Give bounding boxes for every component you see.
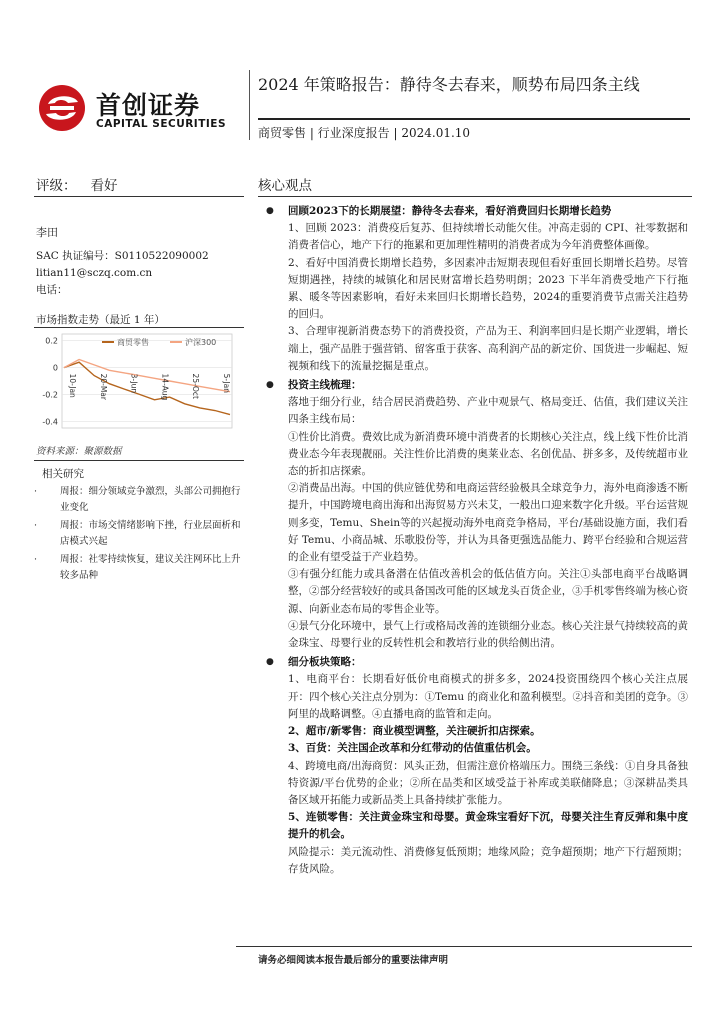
related-item-bullet: · bbox=[34, 486, 38, 497]
chart-source: 资料来源：聚源数据 bbox=[36, 446, 122, 457]
related-item-text: 周报：市场交情绪影响下挫，行业层面析和店模式兴起 bbox=[60, 520, 241, 547]
rating-rule bbox=[34, 196, 244, 197]
investment-lines-heading: 投资主线梳理： bbox=[288, 379, 362, 392]
sector-department-store: 3、百货：关注国企改革和分红带动的估值重估机会。 bbox=[288, 742, 537, 755]
market-index-chart bbox=[32, 328, 238, 438]
analyst-email: litian11@sczq.com.cn bbox=[36, 267, 153, 279]
investment-line-2: ②消费品出海。中国的供应链优势和电商运营经验极具全球竞争力，海外电商渗透不断提升，中国跨境电商出海和出海贸易方兴未艾，一般出口迎来数字化升级。平台运营规则多变，Temu、Shein等的兴起搅动海外电商竞争格局，平台/基础设施方面，我们看好 Temu、小商品城、乐歌股份等，并认为具备更强选品能力、跨平台经验和合规运营的企业有望受益于产业趋势。 bbox=[288, 482, 688, 564]
sector-strategy-heading: 细分板块策略： bbox=[288, 656, 362, 669]
review-point-3: 3、合理审视新消费态势下的消费投资，产品为王、利润率回归是长期产业逻辑，增长端上，强产品胜于强营销、留客重于获客、高利润产品的新定价、国货进一步崛起、短视频和线下的流量挖掘是重点。 bbox=[288, 325, 688, 372]
investment-line-4: ④景气分化环境中，景气上行或格局改善的连锁细分业态。核心关注景气持续较高的黄金珠宝、母婴行业的反转性机会和教培行业的供给侧出清。 bbox=[288, 619, 688, 650]
chart-title: 市场指数走势（最近 1 年） bbox=[36, 314, 165, 326]
legal-notice-footer: 请务必细阅读本报告最后部分的重要法律声明 bbox=[258, 955, 449, 966]
investment-line-1: ①性价比消费。费效比成为新消费环境中消费者的长期核心关注点，线上线下性价比消费业态今年表现靓丽。关注性价比消费的奥莱业态、名创优品、拼多多，及传统超市业态的折扣店探索。 bbox=[288, 430, 688, 478]
related-item[interactable] bbox=[30, 518, 245, 550]
core-views-rule bbox=[258, 196, 692, 197]
core-views-title: 核心观点 bbox=[258, 178, 312, 194]
sector-supermarket: 2、超市/新零售：商业模型调整，关注硬折扣店探索。 bbox=[288, 725, 541, 738]
review-point-1: 1、回顾 2023：消费疫后复苏、但持续增长动能欠佳。冲高走弱的 CPI、社零数据和消费者信心，地产下行的拖累和更加理性精明的消费者成为今年消费整体画像。 bbox=[288, 222, 688, 252]
source-rule bbox=[34, 460, 244, 461]
review-heading: 回顾2023下的长期展望：静待冬去春来，看好消费回归长期增长趋势 bbox=[288, 205, 612, 217]
chart-x-tick-label: 10-Jan bbox=[68, 373, 77, 398]
capital-securities-logo-icon bbox=[38, 84, 86, 132]
related-item-bullet: · bbox=[34, 554, 38, 565]
analyst-name: 李田 bbox=[36, 226, 58, 239]
sector-cross-border: 4、跨境电商/出海商贸：风头正劲，但需注意价格端压力。围绕三条线：①自身具备独特资源/平台优势的企业；②所在品类和区域受益于补库或美联储降息；③深耕品类具备区域开拓能力或新品类上具备持续扩张能力。 bbox=[288, 759, 688, 806]
related-item[interactable] bbox=[30, 552, 245, 584]
chart-x-tick-label: 14-Aug bbox=[160, 373, 170, 401]
logo-chinese-name: 首创证券 bbox=[96, 91, 201, 120]
core-views-content bbox=[262, 203, 688, 880]
sector-strategy-block bbox=[262, 654, 688, 878]
report-title: 2024 年策略报告：静待冬去春来，顺势布局四条主线 bbox=[258, 75, 640, 94]
related-research-list bbox=[30, 484, 245, 586]
related-item-text: 周报：细分领域竞争激烈，头部公司拥抱行业变化 bbox=[60, 486, 241, 513]
logo-english-name: CAPITAL SECURITIES bbox=[96, 118, 227, 130]
company-logo bbox=[38, 82, 238, 138]
chart-plot-frame bbox=[62, 334, 232, 428]
footer-rule bbox=[236, 946, 692, 947]
investment-lines-block bbox=[262, 377, 688, 652]
chart-x-tick-label: 20-Mar bbox=[98, 373, 108, 400]
chart-x-tick-label: 25-Oct bbox=[191, 373, 201, 400]
sector-ecommerce: 1、电商平台：长期看好低价电商模式的拼多多，2024投资围绕四个核心关注点展开：四个核心关注点分别为：①Temu 的商业化和盈利模型。②抖音和美团的竞争。③阿里的战略调整。④直播电商的监管和走向。 bbox=[288, 673, 688, 720]
market-index-chart-svg bbox=[32, 328, 238, 438]
review-point-2: 2、看好中国消费长期增长趋势，多因素冲击短期表现但看好重回长期增长趋势。尽管短期遇挫，持续的城镇化和居民财富增长趋势明朗；2023 下半年消费受地产下行拖累、暖冬等因素影响，看好未来回归长期增长趋势，2024的重要消费节点需关注趋势的回归。 bbox=[288, 256, 688, 321]
bullet-icon: ● bbox=[266, 206, 274, 216]
risk-warning: 风险提示：美元流动性、消费修复低预期；地缘风险；竞争超预期；地产下行超预期；存货风险。 bbox=[288, 845, 688, 875]
rating bbox=[36, 174, 118, 194]
rating-value: 看好 bbox=[90, 178, 118, 194]
chart-y-tick-label: -0.2 bbox=[42, 390, 58, 400]
analyst-phone-label: 电话： bbox=[36, 284, 68, 296]
chart-x-tick-label: 3-Jun bbox=[129, 373, 139, 394]
investment-line-3: ③有强分红能力或具备潜在估值改善机会的低估值方向。关注①头部电商平台战略调整，②部分经营较好的或具备国改可能的区域龙头百货企业，③手机零售终端为核心资源、向新业态布局的零售企业等。 bbox=[288, 568, 688, 615]
chart-legend-label: 沪深300 bbox=[185, 338, 217, 347]
title-rule bbox=[258, 118, 690, 120]
report-meta: 商贸零售 | 行业深度报告 | 2024.01.10 bbox=[258, 126, 471, 140]
sector-chain-retail: 5、连锁零售：关注黄金珠宝和母婴。黄金珠宝看好下沉，母婴关注生育反弹和集中度提升的机会。 bbox=[288, 811, 688, 841]
bullet-icon: ● bbox=[266, 657, 274, 668]
chart-series-line-retail bbox=[64, 362, 230, 414]
header-divider bbox=[249, 70, 250, 140]
related-item[interactable] bbox=[30, 484, 245, 516]
chart-series-line-hs300 bbox=[64, 360, 230, 392]
related-item-bullet: · bbox=[34, 520, 38, 531]
chart-y-tick-label: 0 bbox=[52, 363, 58, 373]
rating-label: 评级： bbox=[36, 178, 77, 194]
analyst-sac: SAC 执证编号：S0110522090002 bbox=[36, 250, 209, 262]
investment-lines-intro: 落地于细分行业，结合居民消费趋势、产业中观景气、格局变迁、估值，我们建议关注四条主线布局： bbox=[288, 396, 688, 426]
chart-y-tick-label: -0.4 bbox=[42, 417, 58, 427]
chart-y-tick-label: 0.2 bbox=[45, 336, 58, 346]
chart-legend-label: 商贸零售 bbox=[117, 338, 149, 347]
related-item-text: 周报：社零持续恢复，建议关注网环比上升较多品种 bbox=[60, 554, 241, 581]
chart-x-tick-label: 5-Jan bbox=[222, 373, 231, 394]
review-block bbox=[262, 203, 688, 375]
related-research-title: 相关研究 bbox=[42, 468, 84, 480]
bullet-icon: ● bbox=[266, 380, 274, 391]
